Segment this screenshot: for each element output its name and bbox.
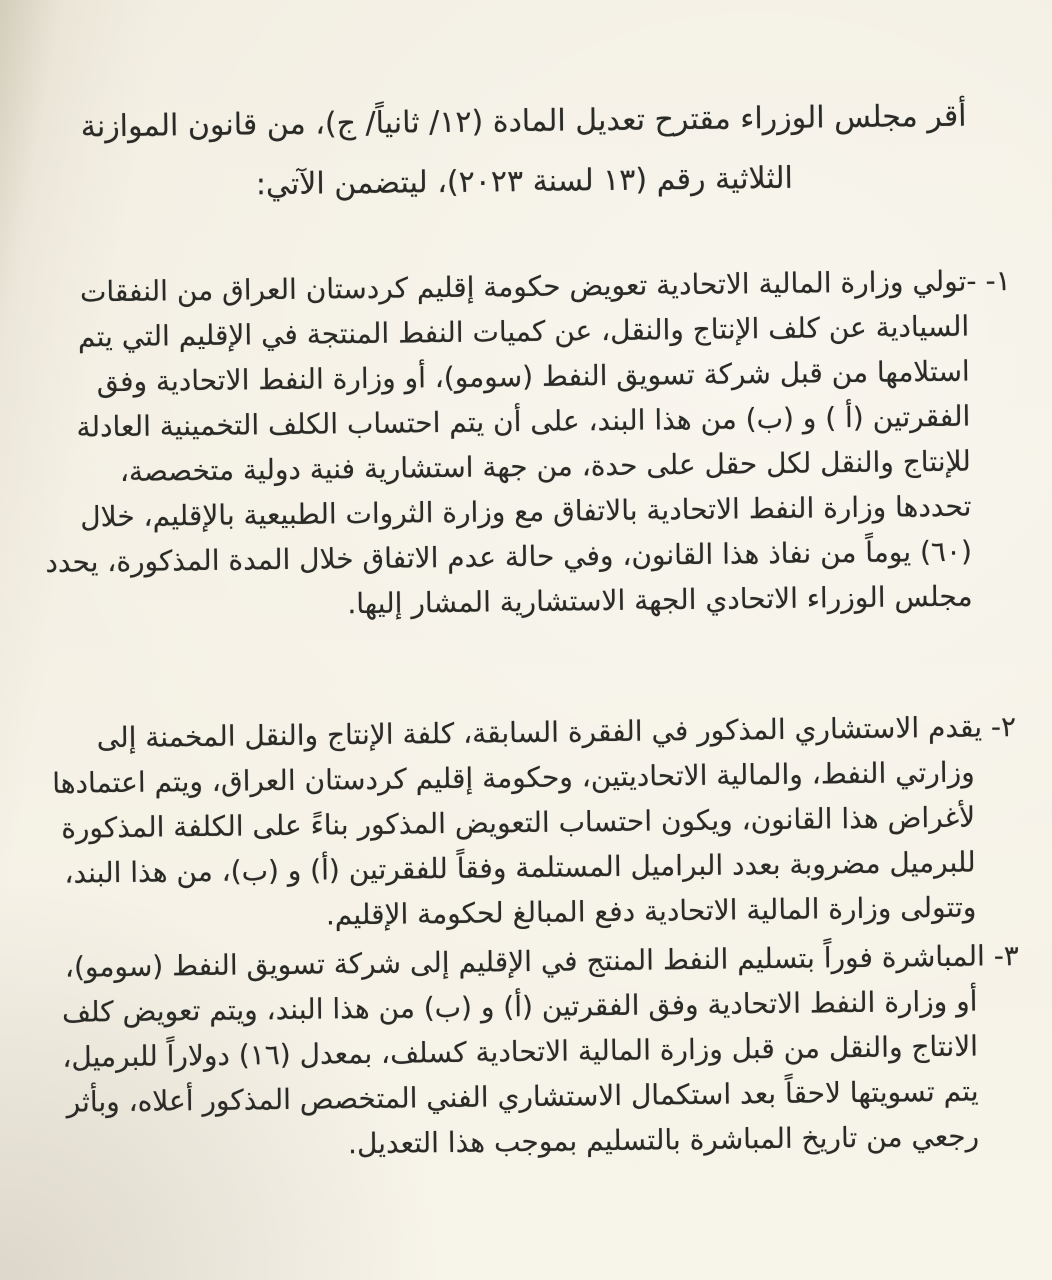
clause-2-number: ٢- (990, 710, 1017, 744)
clause-3 (49, 933, 1022, 1170)
clause-3-number: ٣- (993, 939, 1020, 973)
clause-1-number: ١- (985, 264, 1011, 298)
clause-2-text: يقدم الاستشاري المذكور في الفقرة السابقة، كلفة الإنتاج والنقل المخمنة إلى وزارتي النفط، والمالية الاتحاديتين، وحكومة إقليم كردستان العراق، ويتم اعتمادها لأغراض هذا القانون، ويكون احتساب التعويض المذكور بناءً على الكلفة المذكورة للبرميل مضروبة بعدد البراميل المستلمة وفقاً للفقرتين (أ) و (ب)، من هذا البند، وتتولى وزارة المالية الاتحادية دفع المبالغ لحكومة الإقليم. (52, 710, 983, 932)
clause-3-text: المباشرة فوراً بتسليم النفط المنتج في الإقليم إلى شركة تسويق النفط (سومو)، أو وزارة النفط الاتحادية وفق الفقرتين (أ) و (ب) من هذا البند، ويتم تعويض كلف الانتاج والنقل من قبل وزارة المالية الاتحادية كسلف، بمعدل (١٦) دولاراً للبرميل، يتم تسويتها لاحقاً بعد استكمال الاستشاري الفني المتخصص المذكور أعلاه، وبأثر رجعي من تاريخ المباشرة بالتسليم بموجب هذا التعديل. (61, 939, 986, 1161)
intro-paragraph: أقر مجلس الوزراء مقترح تعديل المادة (١٢/ ثانياً/ ج)، من قانون الموازنة الثلاثية رقم (١٣ لسنة ٢٠٢٣)، ليتضمن الآتي: (80, 98, 967, 203)
clause-1-text: -تولي وزارة المالية الاتحادية تعويض حكومة إقليم كردستان العراق من النفقات السيادية عن كلف الإنتاج والنقل، عن كميات النفط المنتجة في الإقليم التي يتم استلامها من قبل شركة تسويق النفط (سومو)، أو وزارة النفط الاتحادية وفق الفقرتين (أ ) و (ب) من هذا البند، على أن يتم احتساب الكلف التخمينية العادلة للإنتاج والنقل لكل حقل على حدة، من جهة استشارية فنية دولية متخصصة، تحددها وزارة النفط الاتحادية بالاتفاق مع وزارة الثروات الطبيعية بالإقليم، خلال (٦٠) يوماً من نفاذ هذا القانون، وفي حالة عدم الاتفاق خلال المدة المذكورة، يحدد مجلس الوزراء الاتحادي الجهة الاستشارية المشار إليها. (45, 264, 977, 621)
clause-2 (46, 704, 1019, 941)
clause-list (40, 258, 1021, 1170)
clause-1 (40, 258, 1014, 630)
